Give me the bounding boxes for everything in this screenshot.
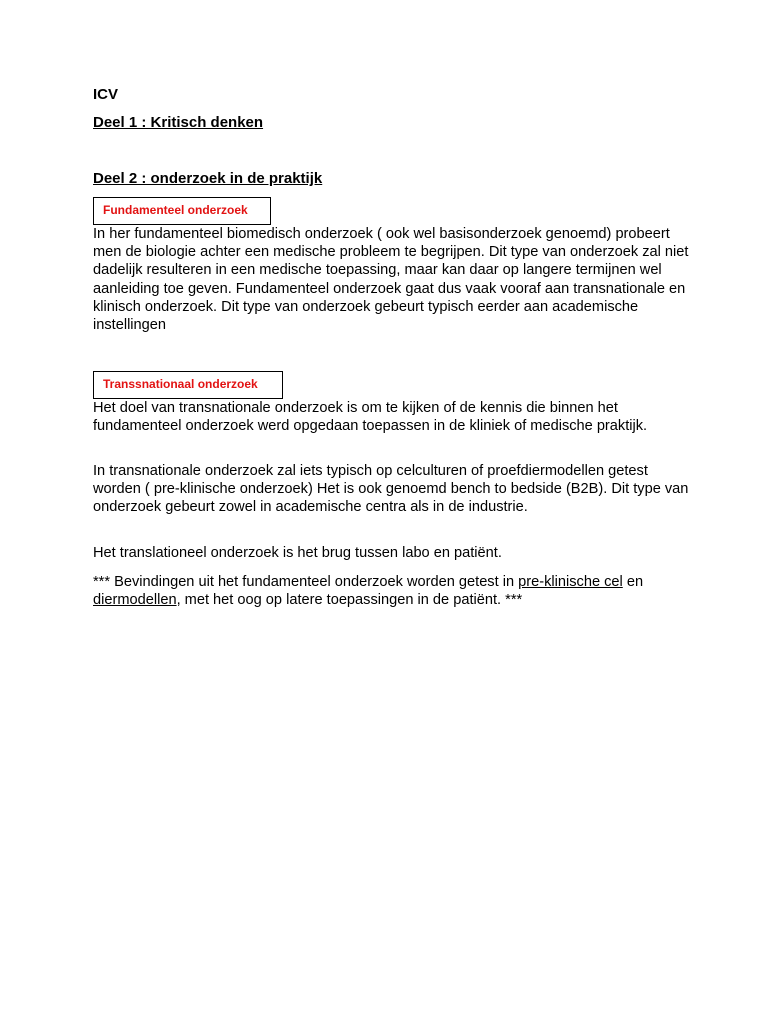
bevindingen-text-a: *** Bevindingen uit het fundamenteel onderzoek worden getest in <box>93 574 519 590</box>
heading-deel-1: Deel 1 : Kritisch denken <box>93 114 264 131</box>
paragraph-bevindingen <box>93 573 693 609</box>
document-title: ICV <box>93 86 119 103</box>
paragraph-transnationaal-doel: Het doel van transnationale onderzoek is om te kijken of de kennis die binnen het fundamenteel onderzoek werd opgedaan toepassen in de kliniek of medische praktijk. <box>93 400 648 435</box>
paragraph-translationeel-brug: Het translationeel onderzoek is het brug tussen labo en patiënt. <box>93 545 502 561</box>
bevindingen-text-c: , met het oog op latere toepassingen in de patiënt. *** <box>176 592 523 609</box>
bevindingen-text-b: en <box>622 574 644 590</box>
paragraph-fundamenteel: In her fundamenteel biomedisch onderzoek ( ook wel basisonderzoek genoemd) probeert men de biologie achter een medische probleem te begrijpen. Dit type van onderzoek zal niet dadelijk resulteren in een medische toepassing, maar kan daar op langere termijnen wel aanleiding toe geven. Fundamenteel onderzoek gaat dus vaak vooraf aan transnationale en klinisch onderzoek. Dit type van onderzoek gebeurt typisch eerder aan academische instellingen <box>93 226 689 334</box>
pre-klinische-cel-underline: pre-klinische cel <box>518 574 623 590</box>
label-fundamenteel-onderzoek: Fundamenteel onderzoek <box>93 197 271 225</box>
paragraph-transnationaal-methode: In transnationale onderzoek zal iets typisch op celculturen of proefdiermodellen getest worden ( pre-klinische onderzoek) Het is ook genoemd bench to bedside (B2B). Dit type van onderzoek gebeurt zowel in academische centra als in de industrie. <box>93 463 689 516</box>
diermodellen-underline: diermodellen <box>93 592 177 609</box>
heading-deel-2: Deel 2 : onderzoek in de praktijk <box>93 170 323 187</box>
label-transsnationaal-onderzoek: Transsnationaal onderzoek <box>93 371 283 399</box>
